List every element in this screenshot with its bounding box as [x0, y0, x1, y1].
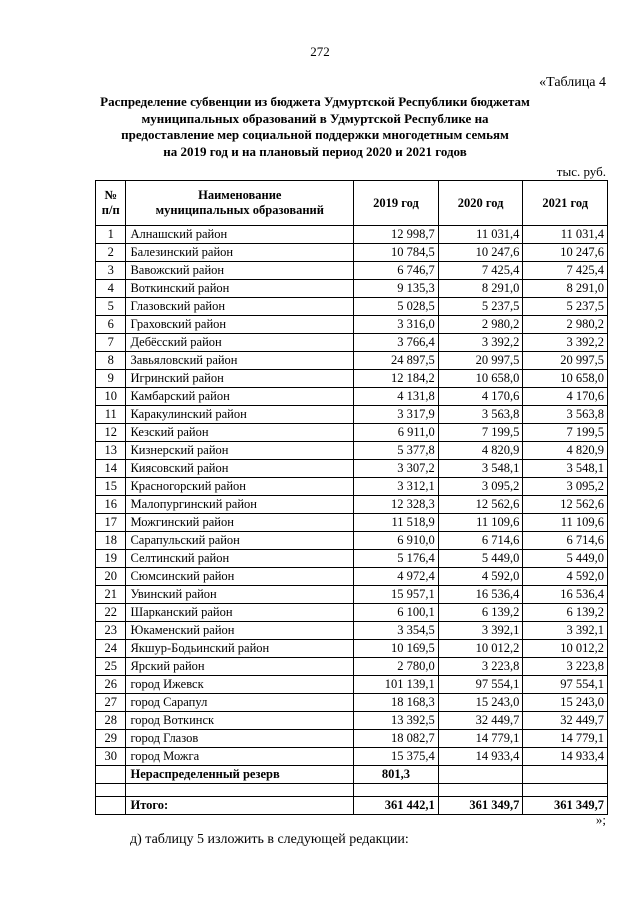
table-row: [96, 334, 608, 352]
row-value-2020: 2 980,2: [438, 316, 523, 334]
row-value-2019: 24 897,5: [354, 352, 439, 370]
row-value-2019: 18 168,3: [354, 694, 439, 712]
table-row: [96, 694, 608, 712]
row-value-2021: 7 199,5: [523, 424, 608, 442]
row-value-2020: 3 392,1: [438, 622, 523, 640]
table-header-row: [96, 181, 608, 226]
row-municipality-name: город Можга: [126, 748, 354, 766]
table-row: [96, 532, 608, 550]
table-row: [96, 298, 608, 316]
row-municipality-name: Юкаменский район: [126, 622, 354, 640]
row-municipality-name: Якшур-Бодьинский район: [126, 640, 354, 658]
row-municipality-name: Игринский район: [126, 370, 354, 388]
row-value-2019: 5 176,4: [354, 550, 439, 568]
row-value-2020: 3 223,8: [438, 658, 523, 676]
row-value-2021: 10 658,0: [523, 370, 608, 388]
row-municipality-name: Глазовский район: [126, 298, 354, 316]
header-name-line: Наименование: [198, 188, 282, 202]
row-number: 1: [96, 226, 126, 244]
row-municipality-name: Киясовский район: [126, 460, 354, 478]
table-row: [96, 676, 608, 694]
row-number: 7: [96, 334, 126, 352]
row-number: 3: [96, 262, 126, 280]
row-value-2019: 15 375,4: [354, 748, 439, 766]
row-number: 18: [96, 532, 126, 550]
row-municipality-name: город Воткинск: [126, 712, 354, 730]
row-value-2020: 11 109,6: [438, 514, 523, 532]
row-value-2020: 7 199,5: [438, 424, 523, 442]
row-municipality-name: Малопургинский район: [126, 496, 354, 514]
total-label: Итого:: [126, 797, 354, 815]
table-row: [96, 280, 608, 298]
row-value-2019: 3 316,0: [354, 316, 439, 334]
row-municipality-name: Увинский район: [126, 586, 354, 604]
row-value-2019: 3 307,2: [354, 460, 439, 478]
table-row: [96, 442, 608, 460]
table-caption: «Таблица 4: [539, 75, 606, 90]
row-value-2019: 18 082,7: [354, 730, 439, 748]
row-value-2021: 3 392,2: [523, 334, 608, 352]
row-municipality-name: Сарапульский район: [126, 532, 354, 550]
row-number: 26: [96, 676, 126, 694]
row-value-2021: 3 095,2: [523, 478, 608, 496]
row-value-2019: 10 169,5: [354, 640, 439, 658]
row-value-2021: 14 779,1: [523, 730, 608, 748]
row-value-2021: 14 933,4: [523, 748, 608, 766]
table-body: [96, 226, 608, 766]
row-municipality-name: Балезинский район: [126, 244, 354, 262]
title-line: на 2019 год и на плановый период 2020 и 2021 годов: [163, 143, 467, 159]
row-value-2019: 9 135,3: [354, 280, 439, 298]
row-value-2019: 6 746,7: [354, 262, 439, 280]
row-value-2021: 2 980,2: [523, 316, 608, 334]
row-value-2019: 11 518,9: [354, 514, 439, 532]
row-municipality-name: Камбарский район: [126, 388, 354, 406]
row-municipality-name: Вавожский район: [126, 262, 354, 280]
header-number-line: п/п: [101, 203, 120, 217]
currency-unit: тыс. руб.: [556, 164, 606, 179]
row-municipality-name: Сюмсинский район: [126, 568, 354, 586]
row-number: 29: [96, 730, 126, 748]
table-row: [96, 586, 608, 604]
total-2019: 361 442,1: [354, 797, 439, 815]
table-footer: [96, 766, 608, 815]
row-value-2020: 10 247,6: [438, 244, 523, 262]
table-row: [96, 460, 608, 478]
row-value-2020: 32 449,7: [438, 712, 523, 730]
row-value-2020: 20 997,5: [438, 352, 523, 370]
row-value-2019: 4 131,8: [354, 388, 439, 406]
row-number: 21: [96, 586, 126, 604]
row-number: 8: [96, 352, 126, 370]
table-row: [96, 316, 608, 334]
row-value-2021: 12 562,6: [523, 496, 608, 514]
row-value-2020: 5 237,5: [438, 298, 523, 316]
row-municipality-name: город Ижевск: [126, 676, 354, 694]
row-number: 16: [96, 496, 126, 514]
row-municipality-name: Алнашский район: [126, 226, 354, 244]
row-value-2021: 4 592,0: [523, 568, 608, 586]
total-row: [96, 797, 608, 815]
row-value-2021: 10 012,2: [523, 640, 608, 658]
closing-quote: »;: [595, 812, 606, 827]
row-municipality-name: город Сарапул: [126, 694, 354, 712]
row-value-2020: 11 031,4: [438, 226, 523, 244]
row-municipality-name: Воткинский район: [126, 280, 354, 298]
row-number: 13: [96, 442, 126, 460]
row-value-2019: 2 780,0: [354, 658, 439, 676]
row-number: 5: [96, 298, 126, 316]
row-number: 30: [96, 748, 126, 766]
row-value-2020: 6 714,6: [438, 532, 523, 550]
row-number: 19: [96, 550, 126, 568]
row-value-2020: 5 449,0: [438, 550, 523, 568]
row-value-2020: 3 095,2: [438, 478, 523, 496]
row-value-2019: 12 184,2: [354, 370, 439, 388]
row-value-2021: 20 997,5: [523, 352, 608, 370]
row-value-2021: 6 714,6: [523, 532, 608, 550]
reserve-2021: [523, 766, 608, 784]
row-municipality-name: Дебёсский район: [126, 334, 354, 352]
table-row: [96, 658, 608, 676]
row-municipality-name: город Глазов: [126, 730, 354, 748]
table-row: [96, 406, 608, 424]
row-value-2021: 10 247,6: [523, 244, 608, 262]
row-number: 27: [96, 694, 126, 712]
row-value-2019: 12 998,7: [354, 226, 439, 244]
row-number: 4: [96, 280, 126, 298]
row-value-2021: 97 554,1: [523, 676, 608, 694]
row-value-2021: 6 139,2: [523, 604, 608, 622]
row-value-2021: 3 548,1: [523, 460, 608, 478]
row-number: 25: [96, 658, 126, 676]
table-row: [96, 730, 608, 748]
row-municipality-name: Красногорский район: [126, 478, 354, 496]
page-number: 272: [310, 44, 330, 59]
row-value-2019: 12 328,3: [354, 496, 439, 514]
table-row: [96, 604, 608, 622]
table-row: [96, 712, 608, 730]
row-value-2021: 4 170,6: [523, 388, 608, 406]
row-municipality-name: Граховский район: [126, 316, 354, 334]
row-number: 24: [96, 640, 126, 658]
row-number: 23: [96, 622, 126, 640]
row-municipality-name: Завьяловский район: [126, 352, 354, 370]
instruction-text: д) таблицу 5 изложить в следующей редакции:: [130, 832, 409, 847]
title-line: муниципальных образований в Удмуртской Республике на: [141, 110, 489, 126]
row-number: 12: [96, 424, 126, 442]
table-row: [96, 550, 608, 568]
row-municipality-name: Ярский район: [126, 658, 354, 676]
row-value-2019: 5 377,8: [354, 442, 439, 460]
row-value-2020: 3 392,2: [438, 334, 523, 352]
title-line: предоставление мер социальной поддержки многодетным семьям: [121, 127, 509, 142]
row-value-2020: 10 658,0: [438, 370, 523, 388]
row-value-2020: 6 139,2: [438, 604, 523, 622]
total-2020: 361 349,7: [438, 797, 523, 815]
row-value-2021: 3 392,1: [523, 622, 608, 640]
row-value-2021: 4 820,9: [523, 442, 608, 460]
row-value-2019: 6 100,1: [354, 604, 439, 622]
reserve-row: [96, 766, 608, 784]
row-value-2021: 5 237,5: [523, 298, 608, 316]
row-value-2019: 3 766,4: [354, 334, 439, 352]
row-number: 17: [96, 514, 126, 532]
table-row: [96, 370, 608, 388]
row-number: 28: [96, 712, 126, 730]
reserve-number-cell: [96, 766, 126, 784]
row-number: 2: [96, 244, 126, 262]
row-value-2021: 11 031,4: [523, 226, 608, 244]
row-value-2020: 97 554,1: [438, 676, 523, 694]
row-value-2021: 16 536,4: [523, 586, 608, 604]
row-value-2021: 5 449,0: [523, 550, 608, 568]
row-value-2021: 32 449,7: [523, 712, 608, 730]
row-municipality-name: Шарканский район: [126, 604, 354, 622]
row-number: 10: [96, 388, 126, 406]
row-value-2021: 7 425,4: [523, 262, 608, 280]
reserve-name: Нераспределенный резерв: [126, 766, 354, 784]
row-value-2021: 11 109,6: [523, 514, 608, 532]
table-row: [96, 244, 608, 262]
row-value-2020: 4 820,9: [438, 442, 523, 460]
row-value-2020: 10 012,2: [438, 640, 523, 658]
subsidy-table: [95, 180, 608, 815]
row-number: 14: [96, 460, 126, 478]
row-municipality-name: Кизнерский район: [126, 442, 354, 460]
row-value-2019: 4 972,4: [354, 568, 439, 586]
row-number: 11: [96, 406, 126, 424]
total-2021: 361 349,7: [523, 797, 608, 815]
row-value-2019: 101 139,1: [354, 676, 439, 694]
table-row: [96, 226, 608, 244]
header-number: [96, 181, 126, 226]
reserve-2020: [438, 766, 523, 784]
row-value-2020: 7 425,4: [438, 262, 523, 280]
table-row: [96, 496, 608, 514]
row-value-2021: 3 223,8: [523, 658, 608, 676]
row-value-2019: 6 911,0: [354, 424, 439, 442]
title-line: Распределение субвенции из бюджета Удмуртской Республики бюджетам: [100, 94, 530, 109]
table-row: [96, 514, 608, 532]
row-value-2020: 3 563,8: [438, 406, 523, 424]
row-value-2020: 8 291,0: [438, 280, 523, 298]
row-number: 22: [96, 604, 126, 622]
row-value-2019: 6 910,0: [354, 532, 439, 550]
spacer-row: [96, 784, 608, 797]
document-title: [80, 94, 550, 160]
row-number: 15: [96, 478, 126, 496]
row-value-2020: 4 170,6: [438, 388, 523, 406]
row-value-2019: 3 317,9: [354, 406, 439, 424]
table-row: [96, 748, 608, 766]
row-value-2019: 13 392,5: [354, 712, 439, 730]
header-name: [126, 181, 354, 226]
header-2021: 2021 год: [523, 181, 608, 226]
row-value-2019: 15 957,1: [354, 586, 439, 604]
row-value-2019: 5 028,5: [354, 298, 439, 316]
row-value-2021: 8 291,0: [523, 280, 608, 298]
row-value-2020: 14 933,4: [438, 748, 523, 766]
row-value-2021: 3 563,8: [523, 406, 608, 424]
row-value-2019: 3 312,1: [354, 478, 439, 496]
table-row: [96, 622, 608, 640]
row-value-2021: 15 243,0: [523, 694, 608, 712]
header-2020: 2020 год: [438, 181, 523, 226]
row-value-2019: 3 354,5: [354, 622, 439, 640]
table-row: [96, 352, 608, 370]
table-row: [96, 424, 608, 442]
row-number: 9: [96, 370, 126, 388]
reserve-2019: 801,3: [354, 766, 439, 784]
row-value-2020: 16 536,4: [438, 586, 523, 604]
table-row: [96, 478, 608, 496]
table-row: [96, 388, 608, 406]
row-value-2020: 15 243,0: [438, 694, 523, 712]
row-value-2020: 14 779,1: [438, 730, 523, 748]
table-row: [96, 262, 608, 280]
row-value-2019: 10 784,5: [354, 244, 439, 262]
row-municipality-name: Можгинский район: [126, 514, 354, 532]
row-municipality-name: Селтинский район: [126, 550, 354, 568]
header-number-line: №: [104, 188, 118, 202]
row-municipality-name: Кезский район: [126, 424, 354, 442]
table-row: [96, 568, 608, 586]
row-value-2020: 12 562,6: [438, 496, 523, 514]
header-name-line: муниципальных образований: [155, 203, 324, 217]
row-number: 6: [96, 316, 126, 334]
header-2019: 2019 год: [354, 181, 439, 226]
total-number-cell: [96, 797, 126, 815]
row-value-2020: 4 592,0: [438, 568, 523, 586]
table-row: [96, 640, 608, 658]
row-municipality-name: Каракулинский район: [126, 406, 354, 424]
row-value-2020: 3 548,1: [438, 460, 523, 478]
row-number: 20: [96, 568, 126, 586]
